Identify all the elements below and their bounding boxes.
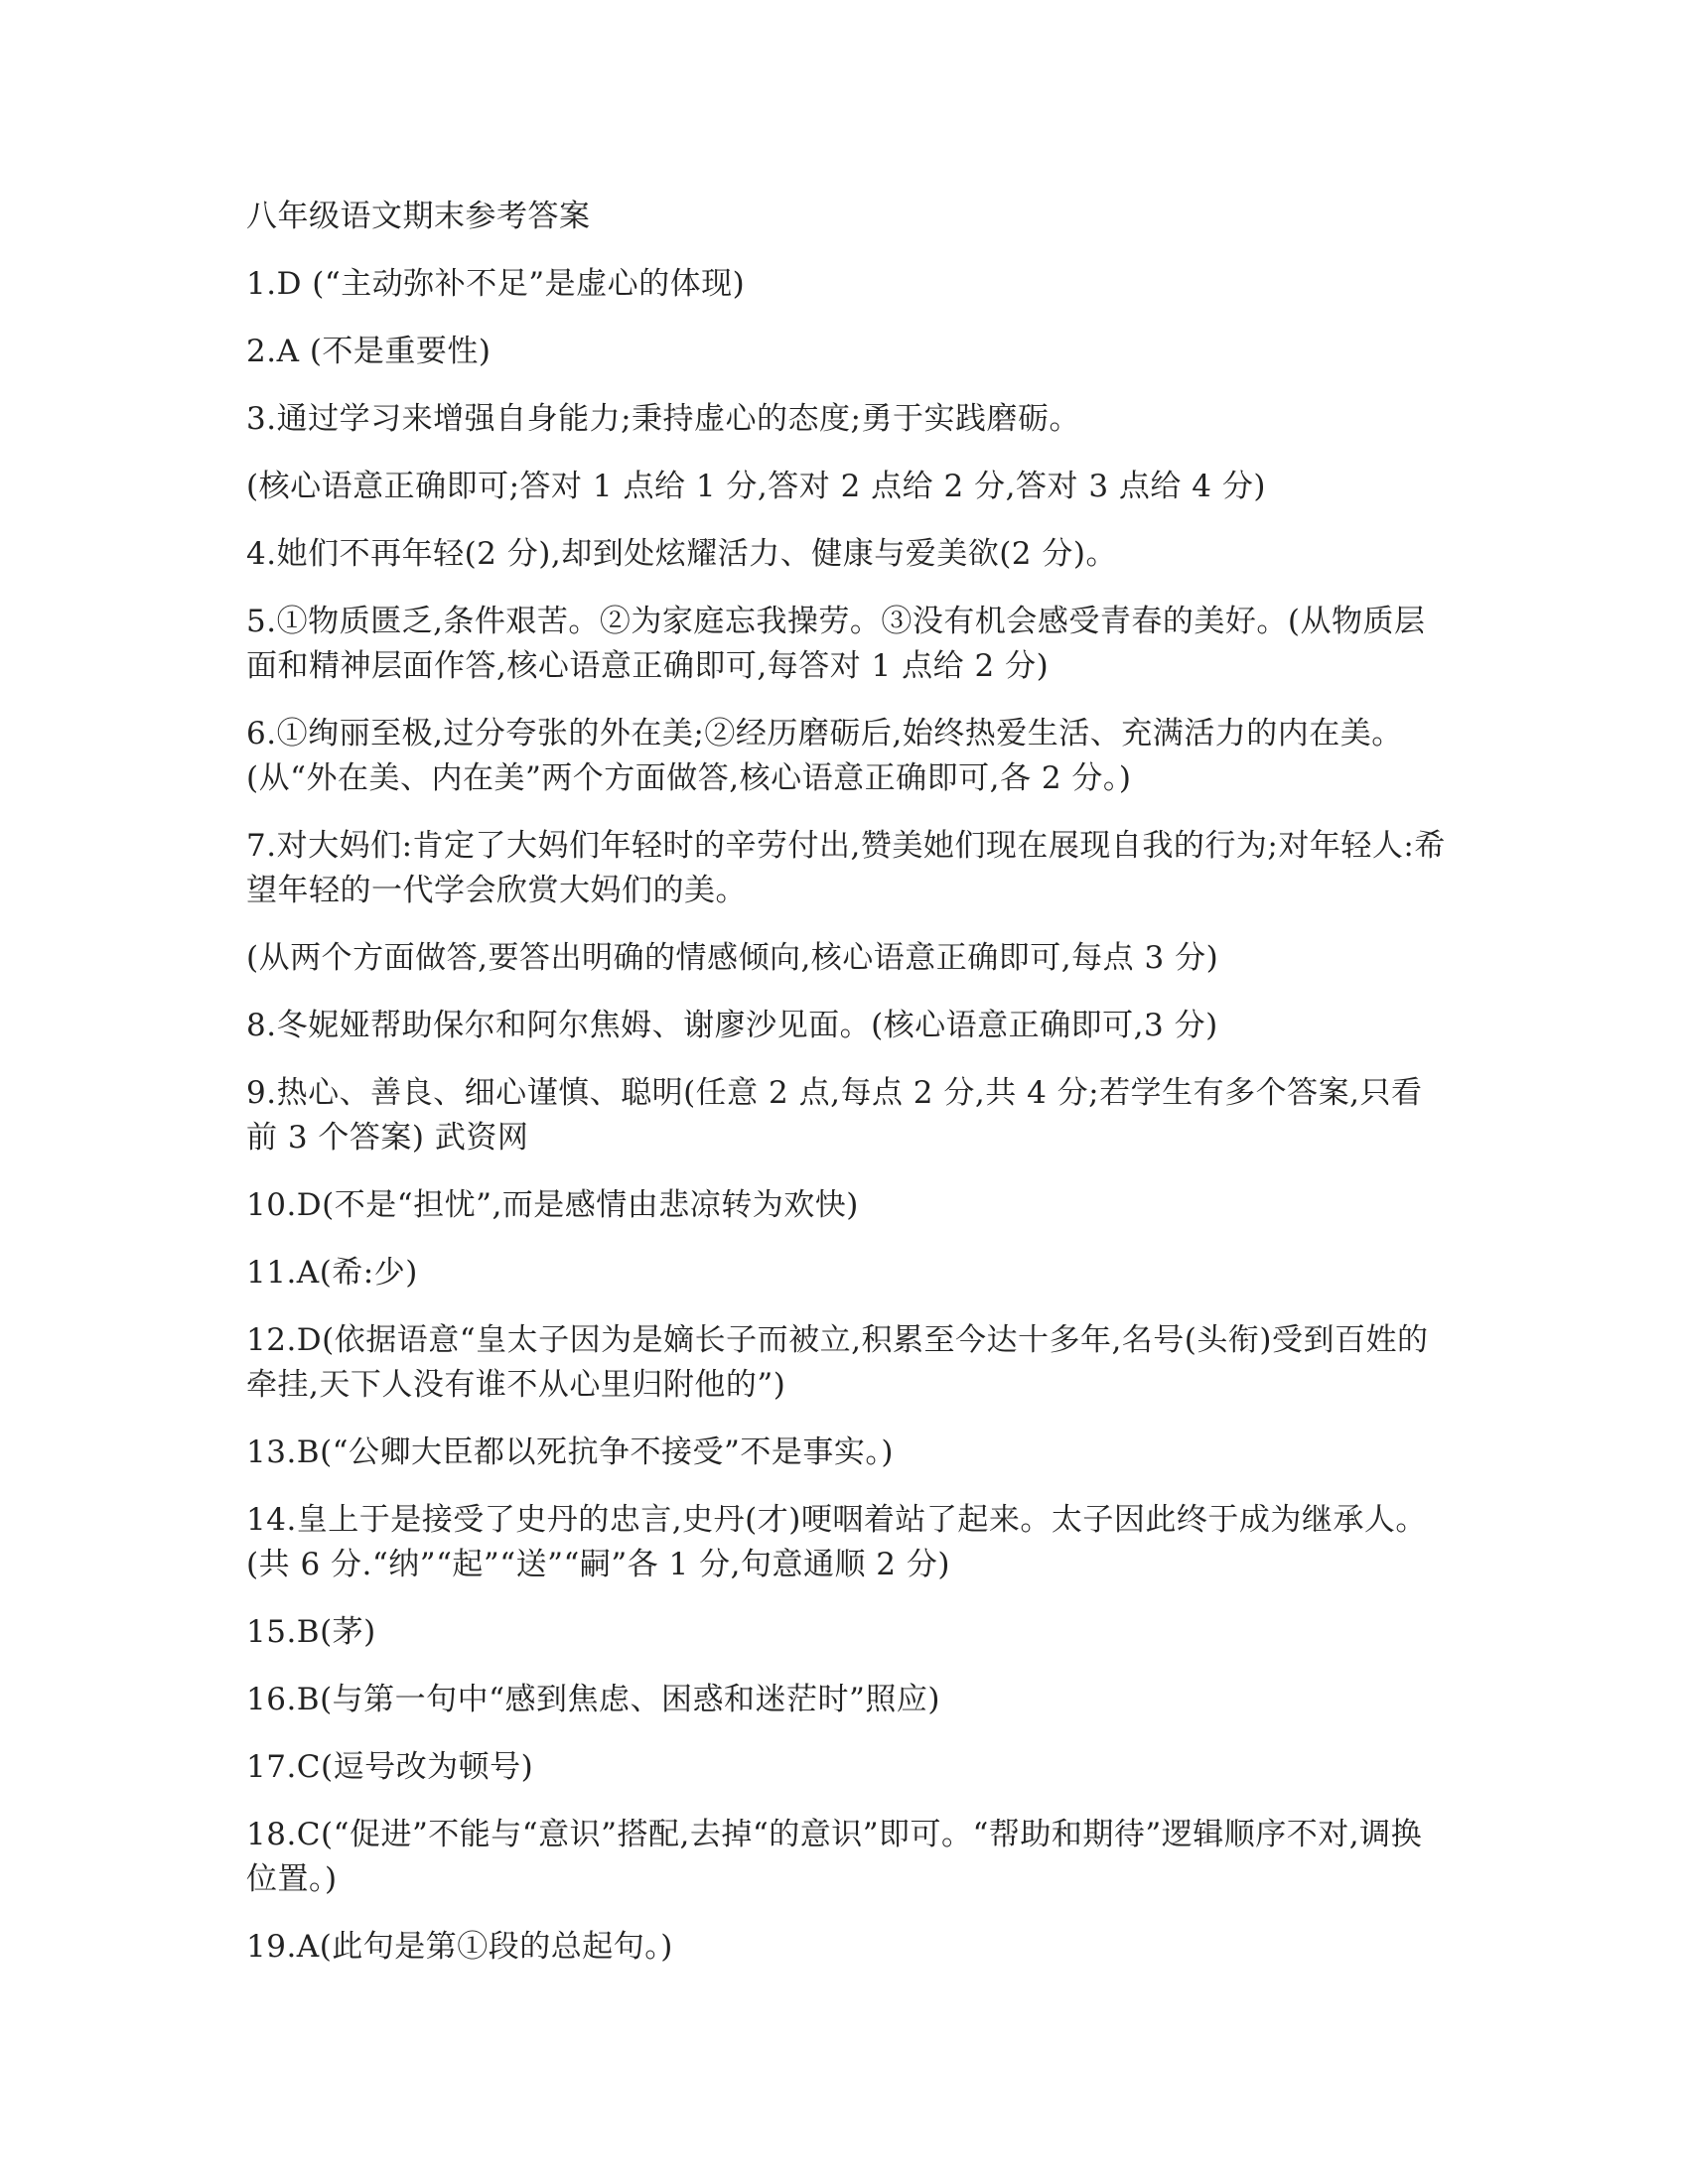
answer-7: 7.对大妈们:肯定了大妈们年轻时的辛劳付出,赞美她们现在展现自我的行为;对年轻人:希望年轻的一代学会欣赏大妈们的美。 [246, 828, 1446, 908]
answer-4: 4.她们不再年轻(2 分),却到处炫耀活力、健康与爱美欲(2 分)。 [246, 536, 1117, 572]
answer-14: 14.皇上于是接受了史丹的忠言,史丹(才)哽咽着站了起来。太子因此终于成为继承人。(共 6 分.“纳”“起”“送”“嗣”各 1 分,句意通顺 2 分) [246, 1502, 1427, 1582]
answer-16: 16.B(与第一句中“感到焦虑、困惑和迷茫时”照应) [246, 1682, 940, 1717]
answer-12: 12.D(依据语意“皇太子因为是嫡长子而被立,积累至今达十多年,名号(头衔)受到百姓的牵挂,天下人没有谁不从心里归附他的”) [246, 1322, 1429, 1403]
answer-19: 19.A(此句是第①段的总起句。) [246, 1929, 673, 1965]
answer-2: 2.A (不是重要性) [246, 334, 492, 369]
document-title: 八年级语文期末参考答案 [246, 199, 591, 234]
answer-13: 13.B(“公卿大臣都以死抗争不接受”不是事实。) [246, 1434, 894, 1470]
answer-10: 10.D(不是“担忧”,而是感情由悲凉转为欢快) [246, 1187, 859, 1223]
answer-17: 17.C(逗号改为顿号) [246, 1749, 534, 1785]
answer-15: 15.B(茅) [246, 1614, 376, 1650]
answer-7-note: (从两个方面做答,要答出明确的情感倾向,核心语意正确即可,每点 3 分) [246, 940, 1219, 976]
answer-18: 18.C(“促进”不能与“意识”搭配,去掉“的意识”即可。“帮助和期待”逻辑顺序不对,调换位置。) [246, 1817, 1423, 1897]
answer-5: 5.①物质匮乏,条件艰苦。②为家庭忘我操劳。③没有机会感受青春的美好。(从物质层面和精神层面作答,核心语意正确即可,每答对 1 点给 2 分) [246, 604, 1426, 684]
answer-1: 1.D (“主动弥补不足”是虚心的体现) [246, 266, 746, 302]
answer-9: 9.热心、善良、细心谨慎、聪明(任意 2 点,每点 2 分,共 4 分;若学生有多个答案,只看前 3 个答案) 武资网 [246, 1075, 1423, 1156]
answer-8: 8.冬妮娅帮助保尔和阿尔焦姆、谢廖沙见面。(核心语意正确即可,3 分) [246, 1008, 1218, 1043]
answer-11: 11.A(希:少) [246, 1255, 418, 1291]
answer-3-note: (核心语意正确即可;答对 1 点给 1 分,答对 2 点给 2 分,答对 3 点给 4 分) [246, 469, 1266, 504]
answer-3: 3.通过学习来增强自身能力;秉持虚心的态度;勇于实践磨砺。 [246, 401, 1080, 437]
document-body [246, 195, 1448, 1992]
answer-6: 6.①绚丽至极,过分夸张的外在美;②经历磨砺后,始终热爱生活、充满活力的内在美。(从“外在美、内在美”两个方面做答,核心语意正确即可,各 2 分。) [246, 716, 1403, 796]
